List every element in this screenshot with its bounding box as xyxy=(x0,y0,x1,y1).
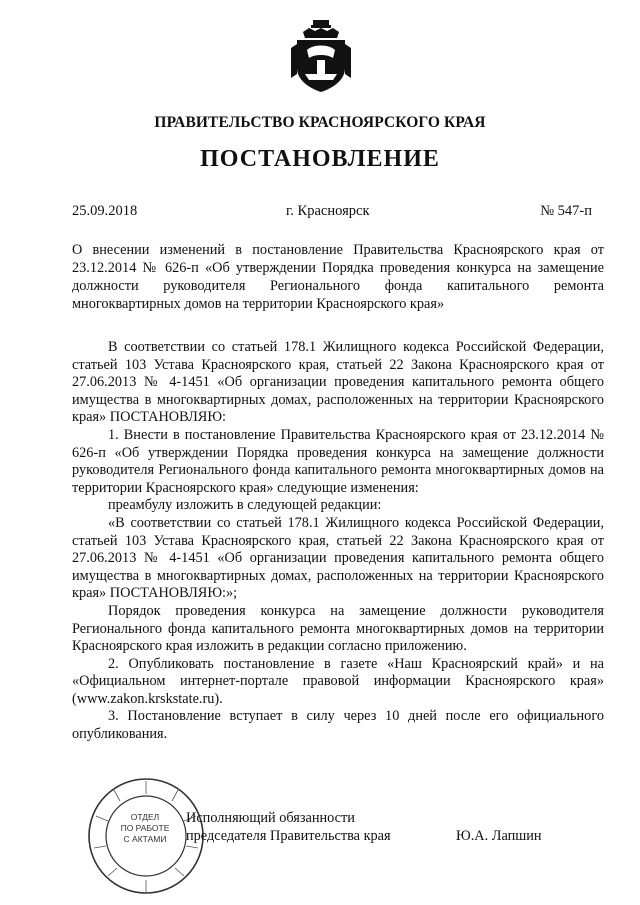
stamp-center-text: ОТДЕЛ ПО РАБОТЕ С АКТАМИ xyxy=(120,812,170,844)
document-type-title: ПОСТАНОВЛЕНИЕ xyxy=(200,146,440,172)
signatory-position-line1: Исполняющий обязанности xyxy=(186,810,355,826)
body-paragraph: преамбулу изложить в следующей редакции: xyxy=(108,497,382,514)
government-name: ПРАВИТЕЛЬСТВО КРАСНОЯРСКОГО КРАЯ xyxy=(154,114,486,131)
body-paragraph: 1. Внести в постановление Правительства Красноярского края от 23.12.2014 № 626-п «Об утверждении Порядка проведения конкурса на замещение должности руководителя Регионального фонда капитального ремонта многоквартирных домов на территории Красноярского края» следующие изменения: xyxy=(72,426,604,496)
signatory-name: Ю.А. Лапшин xyxy=(456,828,542,844)
body-paragraph: 3. Постановление вступает в силу через 10 дней после его официального опубликования. xyxy=(72,708,604,743)
document-date: 25.09.2018 xyxy=(72,203,138,219)
body-paragraph: 2. Опубликовать постановление в газете «Наш Красноярский край» и на «Официальном интернет-портале правовой информации Красноярского края» (www.zakon.krskstate.ru). xyxy=(72,655,604,707)
body-paragraph: Порядок проведения конкурса на замещение должности руководителя Регионального фонда капитального ремонта многоквартирных домов на территории Красноярского края изложить в редакции согласно приложению. xyxy=(72,602,604,655)
body-paragraph: «В соответствии со статьей 178.1 Жилищного кодекса Российской Федерации, статьей 103 Устава Красноярского края, статьей 22 Закона Красноярского края от 27.06.2013 № 4-1451 «Об организации проведения капитального ремонта общего имущества в многоквартирных домах, расположенных на территории Красноярского края» ПОСТАНОВЛЯЮ:»; xyxy=(72,514,604,602)
coat-of-arms-emblem xyxy=(291,18,351,96)
document-number: № 547-п xyxy=(540,203,592,219)
document-body xyxy=(72,339,604,744)
document-city: г. Красноярск xyxy=(286,203,370,219)
body-paragraph: В соответствии со статьей 178.1 Жилищного кодекса Российской Федерации, статьей 103 Устава Красноярского края, статьей 22 Закона Красноярского края от 27.06.2013 № 4-1451 «Об организации проведения капитального ремонта общего имущества в многоквартирных домах, расположенных на территории Красноярского края» ПОСТАНОВЛЯЮ: xyxy=(72,339,604,426)
signatory-position-line2: председателя Правительства края xyxy=(186,828,391,844)
document-subject: О внесении изменений в постановление Правительства Красноярского края от 23.12.2014 № 626-п «Об утверждении Порядка проведения конкурса на замещение должности руководителя Регионального фонда капитального ремонта многоквартирных домов на территории Красноярского края» xyxy=(72,242,604,312)
